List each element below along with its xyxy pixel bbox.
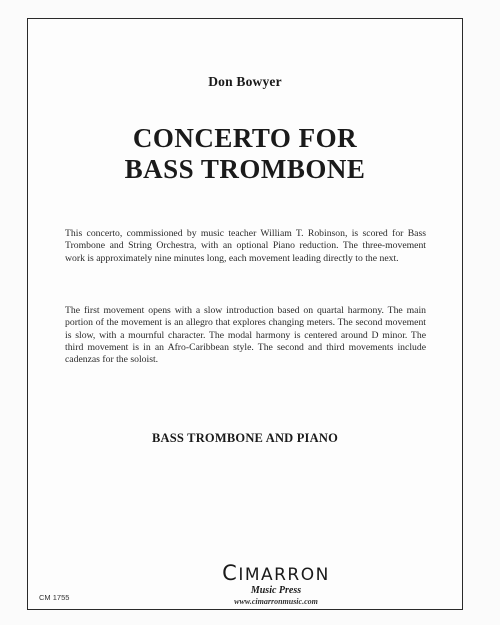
description-paragraph-2: The first movement opens with a slow introduction based on quartal harmony. The main portion of the movement is an allegro that explores changing meters. The second movement is slow, with a mournful character. The modal harmony is centered around D minor. The third movement is in an Afro-Caribbean style. The second and third movements include cadenzas for the soloist. [65,305,426,366]
publisher-logo-subtitle: Music Press [250,585,302,596]
edition-label: BASS TROMBONE AND PIANO [152,431,338,445]
publisher-logo-rest: IMARRON [238,565,330,585]
work-title-line-1: CONCERTO FOR [132,123,358,153]
publisher-logo-name [206,561,346,585]
composer-name: Don Bowyer [208,74,282,89]
description-paragraph-1: This concerto, commissioned by music teacher William T. Robinson, is scored for Bass Trombone and String Orchestra, with an optional Piano reduction. The three-movement work is approximately nine minutes long, each movement leading directly to the next. [65,228,426,264]
publisher-url: www.cimarronmusic.com [234,597,318,606]
catalog-number: CM 1755 [39,593,70,602]
work-title [28,123,462,185]
publisher-logo-initial: C [222,561,239,585]
work-title-line-2: BASS TROMBONE [124,154,366,184]
cover-border-frame [27,18,463,610]
publisher-logo [206,561,346,606]
